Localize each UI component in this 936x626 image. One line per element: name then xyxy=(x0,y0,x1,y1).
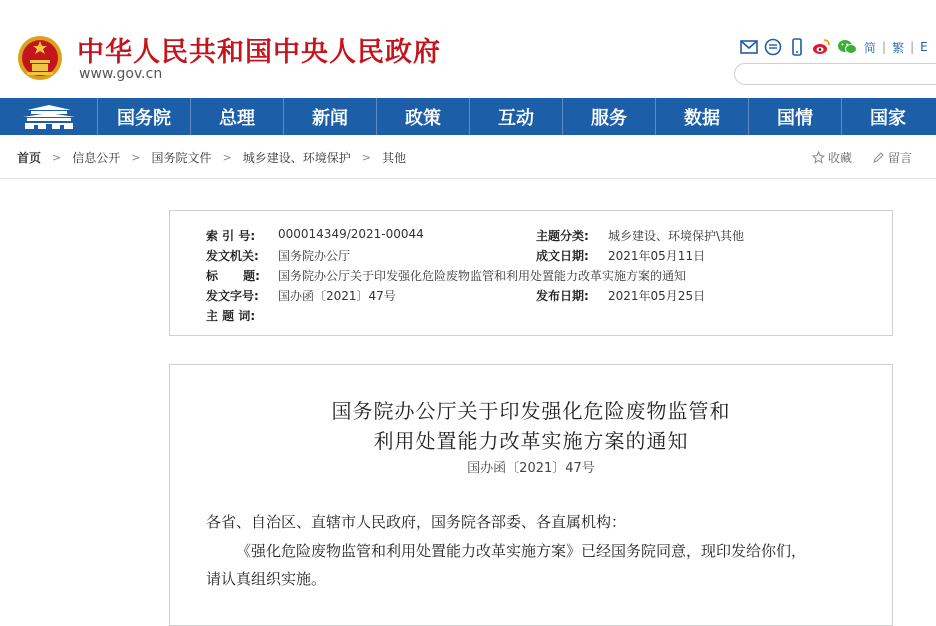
meta-value-publish-date: 2021年05月25日 xyxy=(608,289,706,303)
chevron-right-icon: > xyxy=(222,151,232,164)
main-nav xyxy=(0,98,936,135)
meta-key-doc-no: 发文字号: xyxy=(206,289,259,303)
tiananmen-icon xyxy=(19,104,79,130)
chevron-right-icon: > xyxy=(131,151,141,164)
document-salutation: 各省、自治区、直辖市人民政府，国务院各部委、各直属机构： xyxy=(206,513,627,531)
header-tools xyxy=(740,36,928,58)
meta-row-publish-date xyxy=(536,287,705,304)
wechat-icon[interactable] xyxy=(836,38,858,56)
national-emblem-icon xyxy=(17,33,63,83)
meta-key-title: 标 题: xyxy=(206,269,260,283)
meta-row-keywords xyxy=(206,307,278,324)
page-actions xyxy=(812,149,912,166)
message-icon[interactable] xyxy=(764,38,782,56)
document-body-line-1: 《强化危险废物监管和利用处置能力改革实施方案》已经国务院同意，现印发给你们， xyxy=(236,542,807,560)
favorite-label: 收藏 xyxy=(828,151,853,165)
meta-value-category: 城乡建设、环境保护\其他 xyxy=(608,229,745,243)
nav-item-news[interactable]: 新闻 xyxy=(284,98,377,135)
site-title[interactable]: 中华人民共和国中央人民政府 xyxy=(77,37,441,68)
chevron-right-icon: > xyxy=(52,151,62,164)
meta-row-index xyxy=(206,227,424,244)
meta-key-keywords: 主 题 词: xyxy=(206,309,256,323)
meta-value-date-written: 2021年05月11日 xyxy=(608,249,706,263)
breadcrumb-item-home[interactable]: 首页 xyxy=(17,151,42,165)
nav-home[interactable] xyxy=(0,98,98,135)
breadcrumb xyxy=(17,149,406,166)
mobile-icon[interactable] xyxy=(788,38,806,56)
mail-icon[interactable] xyxy=(740,38,758,56)
star-icon xyxy=(812,151,825,164)
breadcrumb-bar xyxy=(0,136,936,179)
lang-simplified[interactable]: 简 xyxy=(864,40,877,55)
site-header xyxy=(0,0,936,98)
weibo-icon[interactable] xyxy=(812,38,830,56)
breadcrumb-item-state-council-docs[interactable]: 国务院文件 xyxy=(151,151,212,165)
chevron-right-icon: > xyxy=(361,151,371,164)
meta-value-issuer: 国务院办公厅 xyxy=(278,249,351,263)
meta-key-category: 主题分类: xyxy=(536,229,589,243)
nav-item-state-council[interactable]: 国务院 xyxy=(98,98,191,135)
document-title-line-1: 国务院办公厅关于印发强化危险废物监管和 xyxy=(331,399,731,423)
document-body xyxy=(169,364,893,626)
comment-button[interactable] xyxy=(872,149,912,166)
meta-row-title xyxy=(206,267,686,284)
meta-key-date-written: 成文日期: xyxy=(536,249,589,263)
nav-item-data[interactable]: 数据 xyxy=(656,98,749,135)
document-number: 国办函〔2021〕47号 xyxy=(467,461,595,476)
nav-item-premier[interactable]: 总理 xyxy=(191,98,284,135)
lang-traditional[interactable]: 繁 xyxy=(892,40,905,55)
lang-english[interactable]: E xyxy=(920,40,928,54)
meta-key-index: 索 引 号: xyxy=(206,229,256,243)
lang-divider: | xyxy=(882,40,887,54)
document-title-line-2: 利用处置能力改革实施方案的通知 xyxy=(373,429,689,453)
meta-row-date-written xyxy=(536,247,705,264)
nav-item-services[interactable]: 服务 xyxy=(563,98,656,135)
document-body-line-2: 请认真组织实施。 xyxy=(206,570,327,588)
nav-item-state[interactable]: 国家 xyxy=(870,107,906,129)
breadcrumb-item-info-disclosure[interactable]: 信息公开 xyxy=(72,151,121,165)
pencil-icon xyxy=(872,151,885,164)
meta-value-index: 000014349/2021-00044 xyxy=(278,227,424,241)
search-input[interactable] xyxy=(734,63,936,85)
meta-row-doc-no xyxy=(206,287,396,304)
favorite-button[interactable] xyxy=(812,149,852,166)
meta-value-title: 国务院办公厅关于印发强化危险废物监管和利用处置能力改革实施方案的通知 xyxy=(278,269,687,283)
document-metadata-panel xyxy=(169,210,893,336)
site-url[interactable]: www.gov.cn xyxy=(79,66,163,82)
nav-item-policy[interactable]: 政策 xyxy=(377,98,470,135)
meta-value-doc-no: 国办函〔2021〕47号 xyxy=(278,289,396,303)
meta-row-issuer xyxy=(206,247,350,264)
lang-divider: | xyxy=(910,40,915,54)
meta-row-category xyxy=(536,227,744,244)
breadcrumb-item-other[interactable]: 其他 xyxy=(381,151,406,165)
meta-key-issuer: 发文机关: xyxy=(206,249,259,263)
meta-key-publish-date: 发布日期: xyxy=(536,289,589,303)
nav-item-interaction[interactable]: 互动 xyxy=(470,98,563,135)
breadcrumb-item-urban-environment[interactable]: 城乡建设、环境保护 xyxy=(242,151,351,165)
comment-label: 留言 xyxy=(888,151,913,165)
nav-item-national-info[interactable]: 国情 xyxy=(749,98,842,135)
